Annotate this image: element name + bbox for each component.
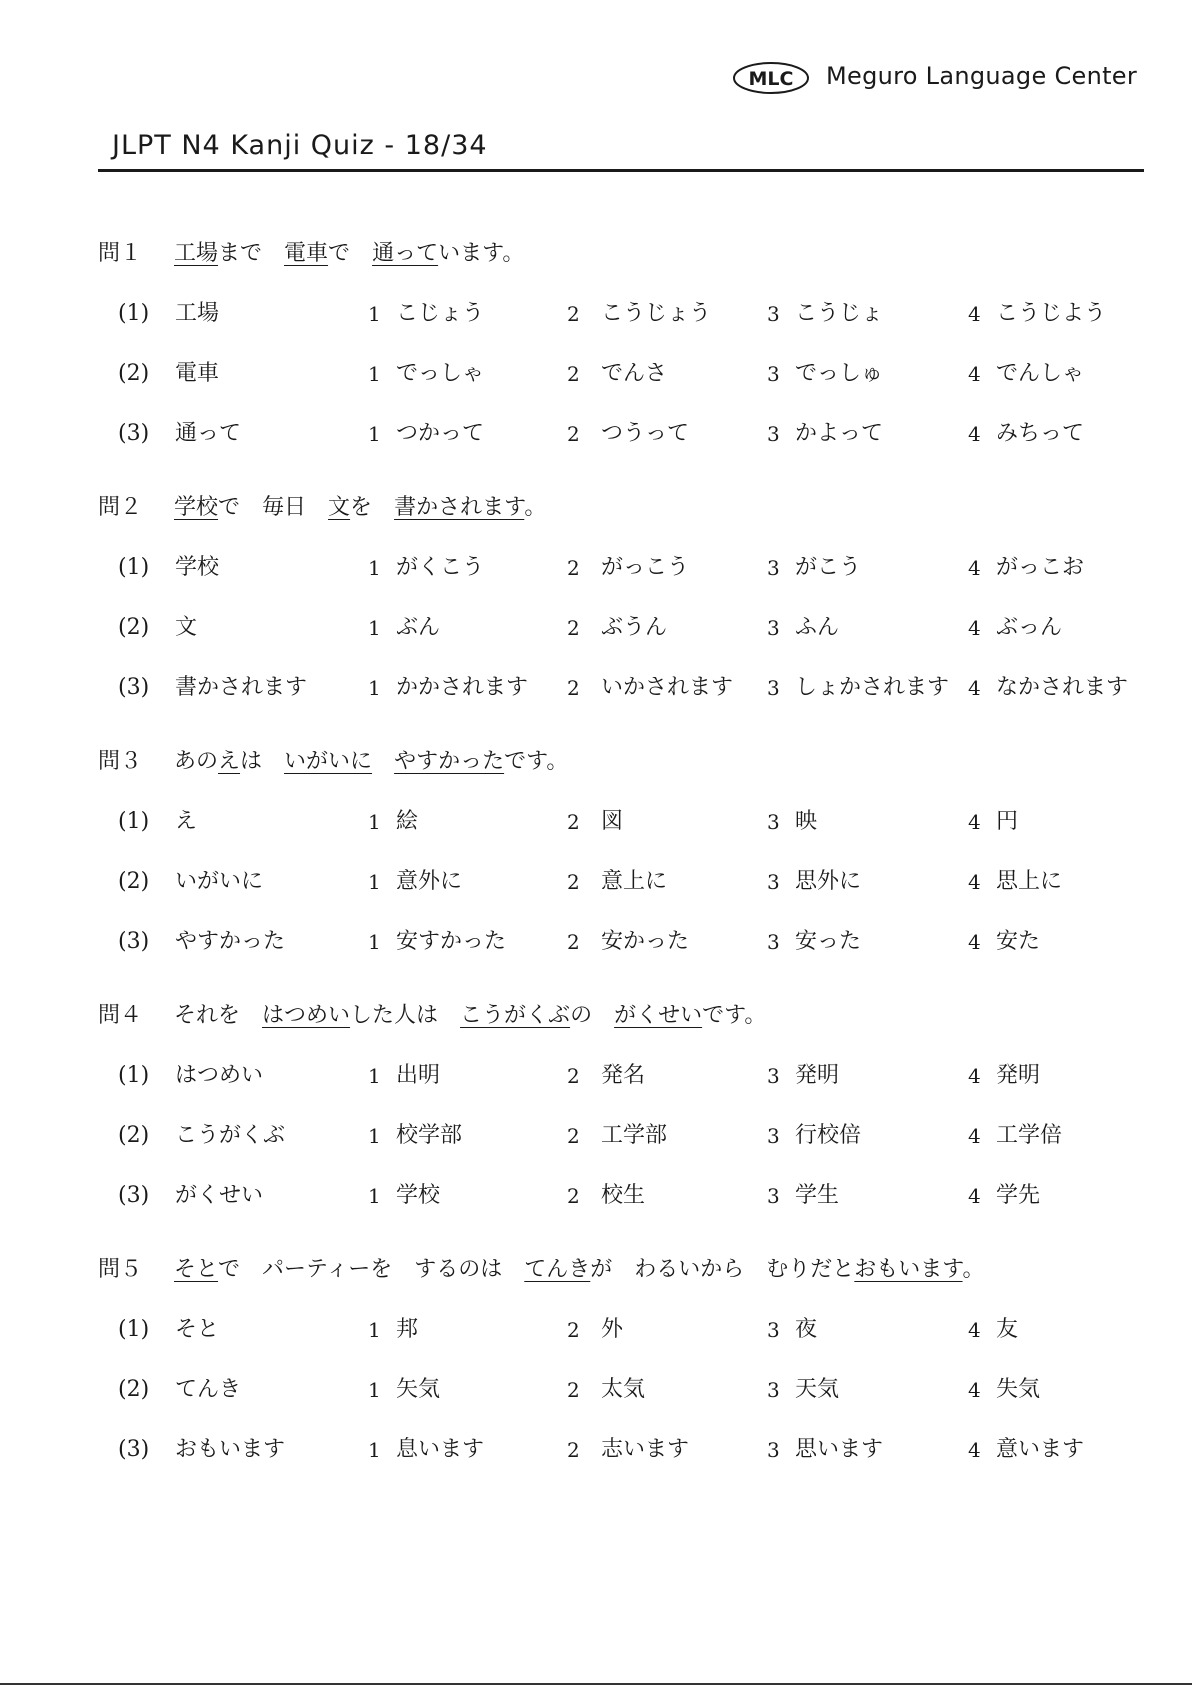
item-index: (3) xyxy=(118,1183,150,1208)
item-word: そと xyxy=(175,1317,220,1342)
item-index: (3) xyxy=(118,929,150,954)
answer-row xyxy=(0,672,1192,704)
answer-option[interactable]: 校生 xyxy=(601,1183,646,1208)
option-number: 3 xyxy=(767,616,780,640)
answer-option[interactable]: 安すかった xyxy=(396,929,507,954)
answer-option[interactable]: 天気 xyxy=(795,1377,840,1402)
sentence-text: で パーティーを するのは xyxy=(218,1257,525,1282)
underlined-target-word: 文 xyxy=(328,495,351,520)
question-number: 問４ xyxy=(98,1003,143,1028)
answer-option[interactable]: 外 xyxy=(601,1317,624,1342)
answer-option[interactable]: でんさ xyxy=(601,361,668,386)
option-number: 3 xyxy=(767,362,780,386)
option-number: 1 xyxy=(368,302,381,326)
answer-option[interactable]: 矢気 xyxy=(396,1377,441,1402)
option-number: 3 xyxy=(767,930,780,954)
answer-option[interactable]: ふん xyxy=(795,615,840,640)
answer-option[interactable]: こうじょう xyxy=(601,301,712,326)
answer-option[interactable]: こうじよう xyxy=(996,301,1107,326)
sentence-text: で 毎日 xyxy=(218,495,329,520)
option-number: 1 xyxy=(368,1064,381,1088)
option-number: 1 xyxy=(368,422,381,446)
item-word: 文 xyxy=(175,615,198,640)
sentence-text: まで xyxy=(218,241,285,266)
item-word: 工場 xyxy=(175,301,220,326)
answer-option[interactable]: 工学倍 xyxy=(996,1123,1063,1148)
item-index: (1) xyxy=(118,1317,150,1342)
answer-option[interactable]: 工学部 xyxy=(601,1123,668,1148)
answer-row xyxy=(0,418,1192,450)
underlined-target-word: いがいに xyxy=(284,749,373,774)
answer-option[interactable]: ぶうん xyxy=(601,615,668,640)
underlined-target-word: がくせい xyxy=(614,1003,703,1028)
option-number: 2 xyxy=(567,1438,580,1462)
answer-option[interactable]: 円 xyxy=(996,809,1019,834)
option-number: 1 xyxy=(368,1184,381,1208)
item-index: (2) xyxy=(118,1123,150,1148)
option-number: 2 xyxy=(567,422,580,446)
item-word: がくせい xyxy=(175,1183,264,1208)
sentence-text: の xyxy=(570,1003,615,1028)
answer-option[interactable]: みちって xyxy=(996,421,1085,446)
option-number: 3 xyxy=(767,1064,780,1088)
item-word: 電車 xyxy=(175,361,220,386)
sentence-text: です。 xyxy=(702,1003,767,1028)
answer-option[interactable]: 校学部 xyxy=(396,1123,463,1148)
underlined-target-word: 通って xyxy=(372,241,439,266)
sentence-text xyxy=(372,749,394,774)
answer-option[interactable]: がくこう xyxy=(396,555,485,580)
sentence-text: です。 xyxy=(504,749,569,774)
option-number: 4 xyxy=(968,616,981,640)
answer-option[interactable]: 邦 xyxy=(396,1317,419,1342)
option-number: 1 xyxy=(368,930,381,954)
answer-option[interactable]: 太気 xyxy=(601,1377,646,1402)
answer-option[interactable]: がっこお xyxy=(996,555,1085,580)
answer-option[interactable]: つかって xyxy=(396,421,485,446)
answer-option[interactable]: 図 xyxy=(601,809,624,834)
answer-option[interactable]: でっしゅ xyxy=(795,361,884,386)
option-number: 4 xyxy=(968,1318,981,1342)
sentence-text: が わるいから むりだと xyxy=(590,1257,855,1282)
item-index: (2) xyxy=(118,615,150,640)
option-number: 1 xyxy=(368,1318,381,1342)
item-index: (3) xyxy=(118,1437,150,1462)
quiz-title: JLPT N4 Kanji Quiz - 18/34 xyxy=(112,130,488,161)
option-number: 2 xyxy=(567,1124,580,1148)
question-sentence xyxy=(98,1254,985,1286)
item-index: (1) xyxy=(118,301,150,326)
svg-text:MLC: MLC xyxy=(748,68,794,90)
option-number: 1 xyxy=(368,870,381,894)
underlined-target-word: え xyxy=(218,749,241,774)
answer-option[interactable]: 意上に xyxy=(601,869,668,894)
option-number: 1 xyxy=(368,676,381,700)
item-word: え xyxy=(175,809,198,834)
answer-option[interactable]: 出明 xyxy=(396,1063,441,1088)
answer-option[interactable]: 意外に xyxy=(396,869,463,894)
option-number: 4 xyxy=(968,422,981,446)
option-number: 4 xyxy=(968,810,981,834)
option-number: 2 xyxy=(567,362,580,386)
option-number: 3 xyxy=(767,1124,780,1148)
answer-option[interactable]: 発明 xyxy=(795,1063,840,1088)
answer-option[interactable]: 発名 xyxy=(601,1063,646,1088)
option-number: 2 xyxy=(567,616,580,640)
answer-option[interactable]: しょかされます xyxy=(795,675,950,700)
option-number: 2 xyxy=(567,1378,580,1402)
underlined-target-word: やすかった xyxy=(394,749,505,774)
answer-option[interactable]: 行校倍 xyxy=(795,1123,862,1148)
answer-row xyxy=(0,612,1192,644)
answer-row xyxy=(0,552,1192,584)
org-name: Meguro Language Center xyxy=(826,62,1138,90)
item-index: (2) xyxy=(118,869,150,894)
option-number: 3 xyxy=(767,556,780,580)
underlined-target-word: 電車 xyxy=(284,241,329,266)
sentence-text: それを xyxy=(174,1003,263,1028)
option-number: 4 xyxy=(968,1184,981,1208)
answer-row xyxy=(0,1060,1192,1092)
option-number: 1 xyxy=(368,810,381,834)
answer-option[interactable]: でっしゃ xyxy=(396,361,485,386)
option-number: 2 xyxy=(567,870,580,894)
option-number: 4 xyxy=(968,930,981,954)
item-index: (1) xyxy=(118,555,150,580)
question-sentence xyxy=(98,238,524,270)
item-index: (1) xyxy=(118,1063,150,1088)
option-number: 4 xyxy=(968,1064,981,1088)
answer-row xyxy=(0,358,1192,390)
answer-option[interactable]: 思外に xyxy=(795,869,862,894)
answer-option[interactable]: 発明 xyxy=(996,1063,1041,1088)
option-number: 3 xyxy=(767,1318,780,1342)
item-word: いがいに xyxy=(175,869,264,894)
item-word: 通って xyxy=(175,421,242,446)
sentence-text: で xyxy=(328,241,373,266)
answer-row xyxy=(0,298,1192,330)
option-number: 4 xyxy=(968,676,981,700)
answer-row xyxy=(0,1180,1192,1212)
option-number: 3 xyxy=(767,810,780,834)
answer-option[interactable]: 夜 xyxy=(795,1317,818,1342)
answer-row xyxy=(0,1120,1192,1152)
sentence-text: を xyxy=(350,495,395,520)
answer-option[interactable]: こうじょ xyxy=(795,301,884,326)
answer-row xyxy=(0,1374,1192,1406)
question-number: 問２ xyxy=(98,495,143,520)
answer-option[interactable]: 安った xyxy=(795,929,862,954)
option-number: 3 xyxy=(767,870,780,894)
answer-option[interactable]: 友 xyxy=(996,1317,1019,1342)
underlined-target-word: 学校 xyxy=(174,495,219,520)
answer-option[interactable]: なかされます xyxy=(996,675,1129,700)
option-number: 1 xyxy=(368,1438,381,1462)
option-number: 2 xyxy=(567,302,580,326)
answer-option[interactable]: 志います xyxy=(601,1437,690,1462)
answer-option[interactable]: かよって xyxy=(795,421,884,446)
underlined-target-word: こうがくぶ xyxy=(460,1003,571,1028)
option-number: 2 xyxy=(567,930,580,954)
option-number: 2 xyxy=(567,1318,580,1342)
sentence-text: した人は xyxy=(350,1003,461,1028)
underlined-target-word: そと xyxy=(174,1257,219,1282)
answer-option[interactable]: 安かった xyxy=(601,929,690,954)
option-number: 4 xyxy=(968,362,981,386)
underlined-target-word: おもいます xyxy=(854,1257,963,1282)
option-number: 4 xyxy=(968,1438,981,1462)
question-number: 問１ xyxy=(98,241,143,266)
answer-option[interactable]: でんしゃ xyxy=(996,361,1085,386)
item-word: 学校 xyxy=(175,555,220,580)
answer-row xyxy=(0,1434,1192,1466)
underlined-target-word: 書かされます xyxy=(394,495,525,520)
answer-option[interactable]: こじょう xyxy=(396,301,485,326)
answer-option[interactable]: がこう xyxy=(795,555,862,580)
sentence-text: 。 xyxy=(962,1257,985,1282)
answer-option[interactable]: 思上に xyxy=(996,869,1063,894)
question-sentence xyxy=(98,746,568,778)
option-number: 2 xyxy=(567,676,580,700)
question-number: 問５ xyxy=(98,1257,143,1282)
answer-option[interactable]: 息います xyxy=(396,1437,485,1462)
option-number: 3 xyxy=(767,1378,780,1402)
option-number: 3 xyxy=(767,1184,780,1208)
answer-option[interactable]: 思います xyxy=(795,1437,884,1462)
answer-option[interactable]: いかされます xyxy=(601,675,734,700)
question-sentence xyxy=(98,1000,766,1032)
item-index: (2) xyxy=(118,1377,150,1402)
option-number: 2 xyxy=(567,810,580,834)
option-number: 3 xyxy=(767,302,780,326)
item-word: はつめい xyxy=(175,1063,264,1088)
question-sentence xyxy=(98,492,546,524)
title-divider xyxy=(98,169,1144,172)
page-header xyxy=(0,0,1192,175)
option-number: 1 xyxy=(368,1378,381,1402)
answer-option[interactable]: つうって xyxy=(601,421,690,446)
item-word: 書かされます xyxy=(175,675,308,700)
sentence-text: あの xyxy=(174,749,219,774)
question-number: 問３ xyxy=(98,749,143,774)
answer-option[interactable]: 絵 xyxy=(396,809,419,834)
item-word: てんき xyxy=(175,1377,242,1402)
item-word: おもいます xyxy=(175,1437,286,1462)
item-word: やすかった xyxy=(175,929,286,954)
answer-option[interactable]: 映 xyxy=(795,809,818,834)
answer-option[interactable]: ぶん xyxy=(396,615,441,640)
option-number: 4 xyxy=(968,1124,981,1148)
option-number: 2 xyxy=(567,1064,580,1088)
option-number: 2 xyxy=(567,556,580,580)
underlined-target-word: 工場 xyxy=(174,241,219,266)
mlc-logo xyxy=(732,61,810,95)
option-number: 4 xyxy=(968,302,981,326)
underlined-target-word: てんき xyxy=(524,1257,591,1282)
answer-option[interactable]: 学先 xyxy=(996,1183,1041,1208)
answer-row xyxy=(0,806,1192,838)
sentence-text: います。 xyxy=(438,241,525,266)
item-index: (3) xyxy=(118,421,150,446)
option-number: 1 xyxy=(368,616,381,640)
answer-option[interactable]: 学生 xyxy=(795,1183,840,1208)
answer-option[interactable]: 失気 xyxy=(996,1377,1041,1402)
answer-row xyxy=(0,1314,1192,1346)
option-number: 4 xyxy=(968,870,981,894)
answer-option[interactable]: 意います xyxy=(996,1437,1085,1462)
option-number: 1 xyxy=(368,1124,381,1148)
sentence-text: は xyxy=(240,749,285,774)
item-index: (3) xyxy=(118,675,150,700)
option-number: 3 xyxy=(767,676,780,700)
item-index: (1) xyxy=(118,809,150,834)
option-number: 1 xyxy=(368,556,381,580)
option-number: 1 xyxy=(368,362,381,386)
answer-option[interactable]: 学校 xyxy=(396,1183,441,1208)
answer-row xyxy=(0,926,1192,958)
answer-option[interactable]: ぶっん xyxy=(996,615,1063,640)
answer-option[interactable]: かかされます xyxy=(396,675,529,700)
item-word: こうがくぶ xyxy=(175,1123,286,1148)
option-number: 3 xyxy=(767,422,780,446)
answer-option[interactable]: 安た xyxy=(996,929,1041,954)
underlined-target-word: はつめい xyxy=(262,1003,351,1028)
option-number: 4 xyxy=(968,556,981,580)
option-number: 2 xyxy=(567,1184,580,1208)
option-number: 3 xyxy=(767,1438,780,1462)
option-number: 4 xyxy=(968,1378,981,1402)
answer-row xyxy=(0,866,1192,898)
answer-option[interactable]: がっこう xyxy=(601,555,690,580)
sentence-text: 。 xyxy=(524,495,547,520)
item-index: (2) xyxy=(118,361,150,386)
